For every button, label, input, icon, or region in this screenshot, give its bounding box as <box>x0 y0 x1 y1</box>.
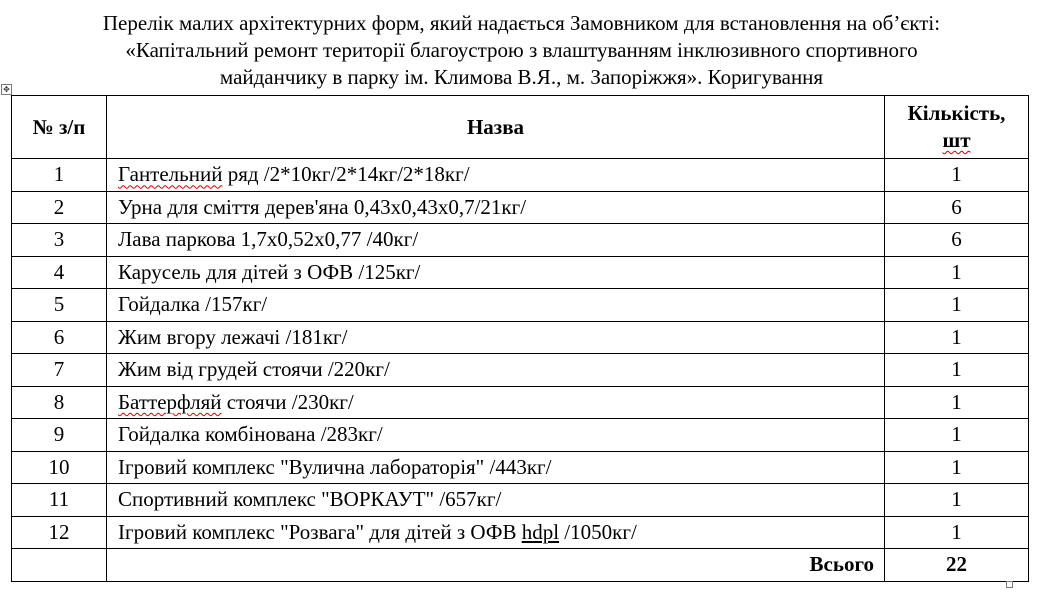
row-qty: 1 <box>885 159 1029 192</box>
row-num: 2 <box>12 191 107 224</box>
row-name-part: hdpl <box>521 519 560 544</box>
total-empty-cell <box>12 549 107 582</box>
row-qty: 1 <box>885 419 1029 452</box>
row-name-part: /1050кг/ <box>559 519 637 544</box>
row-name: Лава паркова 1,7х0,52х0,77 /40кг/ <box>107 224 885 257</box>
items-table <box>11 95 1029 582</box>
table-header-row <box>12 96 1029 159</box>
header-num: № з/п <box>12 96 107 159</box>
title-line-2: «Капітальний ремонт території благоустрою з влаштуванням інклюзивного спортивного <box>125 38 918 62</box>
row-qty: 6 <box>885 191 1029 224</box>
table-row <box>12 354 1029 387</box>
title-line-3: майданчику в парку ім. Климова В.Я., м. Запоріжжя». Коригування <box>219 65 824 89</box>
row-name <box>107 516 885 549</box>
row-num: 6 <box>12 321 107 354</box>
header-qty-line2: шт <box>942 128 971 152</box>
row-qty: 1 <box>885 386 1029 419</box>
row-name: Гойдалка /157кг/ <box>107 289 885 322</box>
row-name: Урна для сміття дерев'яна 0,43х0,43х0,7/21кг/ <box>107 191 885 224</box>
table-row <box>12 484 1029 517</box>
row-name: Жим від грудей стоячи /220кг/ <box>107 354 885 387</box>
row-num: 3 <box>12 224 107 257</box>
table-move-handle-icon[interactable]: ✥ <box>1 84 12 95</box>
table-row <box>12 289 1029 322</box>
document-title <box>0 10 1043 91</box>
row-num: 10 <box>12 451 107 484</box>
row-qty: 1 <box>885 256 1029 289</box>
row-name <box>107 386 885 419</box>
row-num: 4 <box>12 256 107 289</box>
table-row <box>12 321 1029 354</box>
table-row <box>12 386 1029 419</box>
row-num: 5 <box>12 289 107 322</box>
row-num: 12 <box>12 516 107 549</box>
total-value: 22 <box>885 549 1029 582</box>
row-name: Ігровий комплекс "Вулична лабораторія" /443кг/ <box>107 451 885 484</box>
row-qty: 1 <box>885 354 1029 387</box>
row-name-part: ряд /2*10кг/2*14кг/2*18кг/ <box>222 162 470 187</box>
row-name <box>107 159 885 192</box>
table-row <box>12 451 1029 484</box>
table-row <box>12 419 1029 452</box>
header-qty-line1: Кількість, <box>907 101 1006 125</box>
row-num: 11 <box>12 484 107 517</box>
row-num: 1 <box>12 159 107 192</box>
row-name: Карусель для дітей з ОФВ /125кг/ <box>107 256 885 289</box>
table-row <box>12 256 1029 289</box>
table-resize-handle[interactable] <box>1006 581 1013 588</box>
row-name-part: Ігровий комплекс "Розвага" для дітей з ОФВ <box>118 519 522 544</box>
header-name: Назва <box>107 96 885 159</box>
row-name: Гойдалка комбінована /283кг/ <box>107 419 885 452</box>
row-name-part: Гантельний <box>118 162 223 187</box>
row-name: Спортивний комплекс "ВОРКАУТ" /657кг/ <box>107 484 885 517</box>
title-line-1: Перелік малих архітектурних форм, який надається Замовником для встановлення на об’єкті: <box>102 11 941 35</box>
row-qty: 1 <box>885 516 1029 549</box>
row-name: Жим вгору лежачі /181кг/ <box>107 321 885 354</box>
row-name-part: Баттерфляй <box>118 389 222 414</box>
header-qty <box>885 96 1029 159</box>
table-total-row <box>12 549 1029 582</box>
table-row <box>12 159 1029 192</box>
row-qty: 1 <box>885 321 1029 354</box>
table-row <box>12 191 1029 224</box>
row-num: 7 <box>12 354 107 387</box>
row-qty: 1 <box>885 289 1029 322</box>
row-qty: 6 <box>885 224 1029 257</box>
table-row <box>12 224 1029 257</box>
row-num: 9 <box>12 419 107 452</box>
row-num: 8 <box>12 386 107 419</box>
row-qty: 1 <box>885 451 1029 484</box>
row-name-part: стоячи /230кг/ <box>221 389 354 414</box>
table-row <box>12 516 1029 549</box>
row-qty: 1 <box>885 484 1029 517</box>
total-label: Всього <box>107 549 885 582</box>
